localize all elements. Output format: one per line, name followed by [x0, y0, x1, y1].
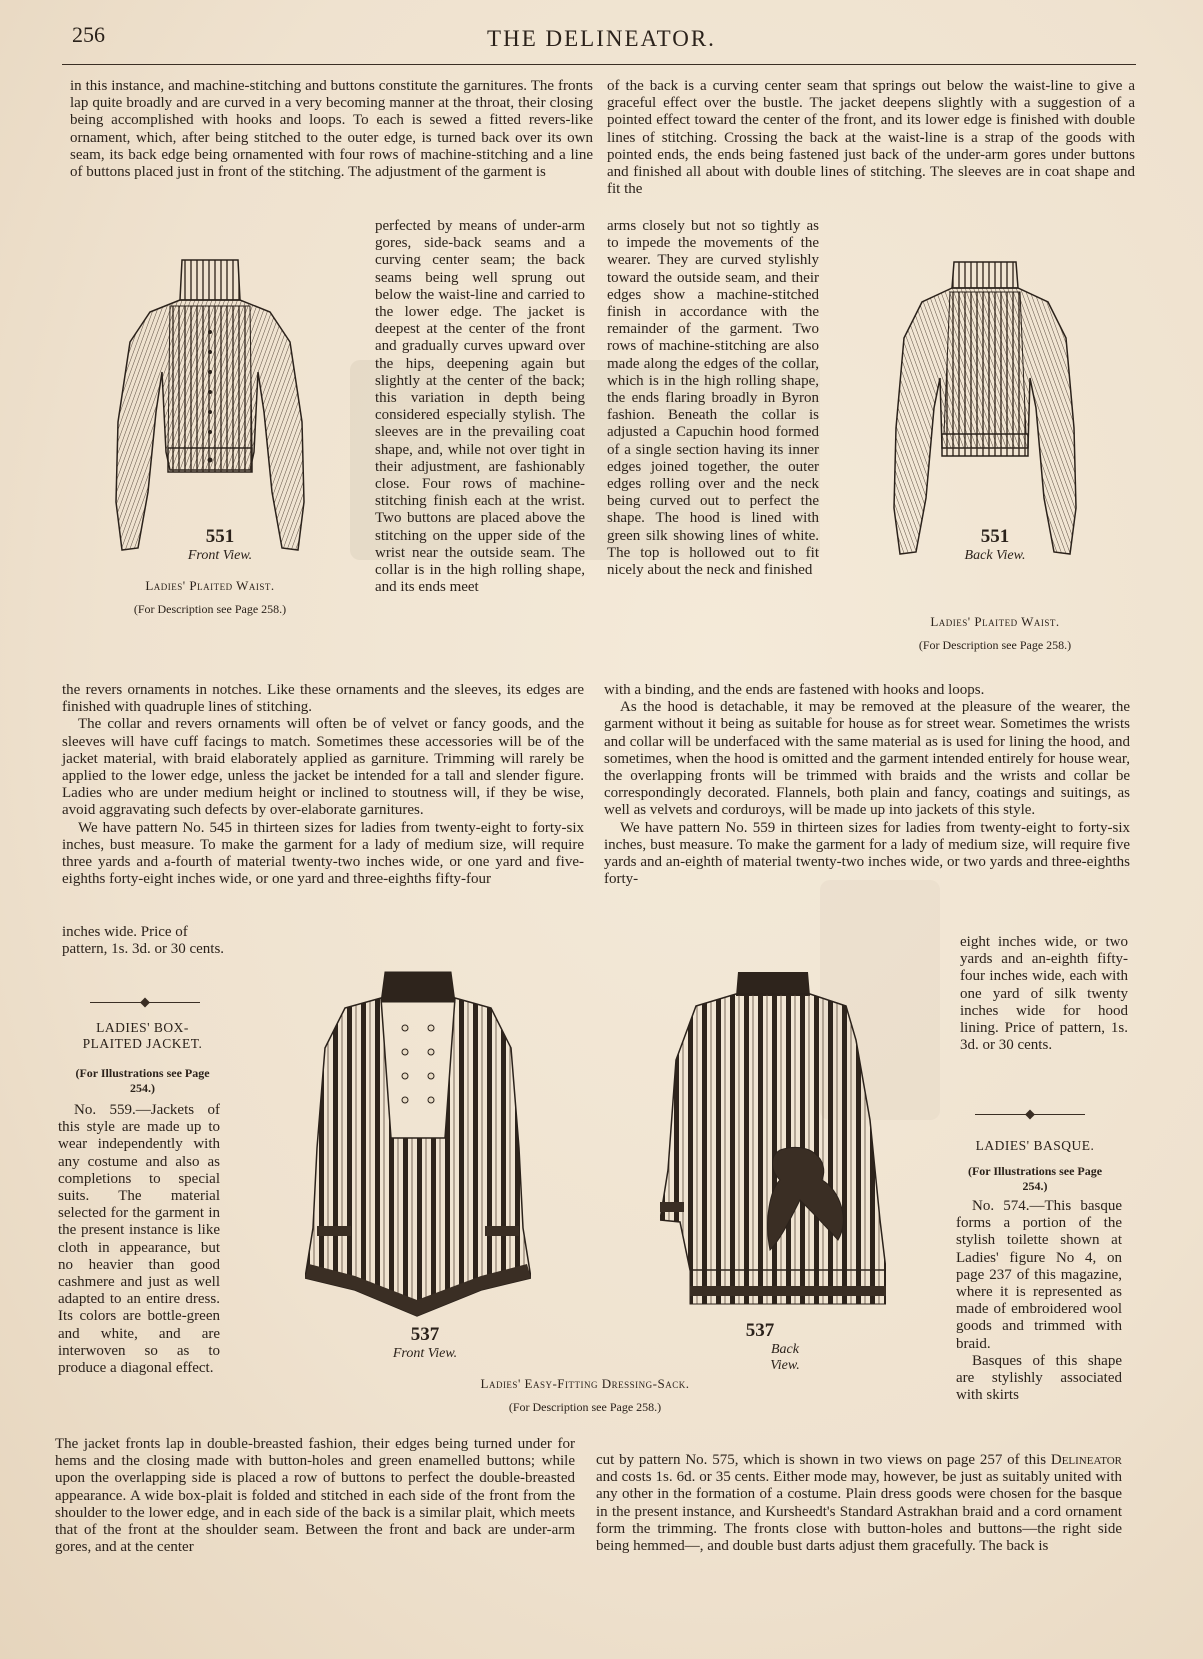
fig537-name: Ladies' Easy-Fitting Dressing-Sack. — [480, 1376, 690, 1391]
header-rule — [62, 64, 1136, 65]
col2-bottom-text: cut by pattern No. 575, which is shown in two views on page 257 of this Delineator and costs 1s. 6d. or 35 cents. Either mode may, however, be just as suitably united with any other in the formation of a costume. Plain dress goods were chosen for the basque in the present instance, and Kursheedt's Standard Astrakhan braid and a cord ornament form the trimming. The fronts close with button-holes and buttons—the right side being hemmed—, and double bust darts adjust them gracefully. The back is — [596, 1452, 1122, 1555]
mid-col-b-text: arms closely but not so tightly as to impede the movements of the wearer. They are curved stylishly toward the outside seam, and their edges show a machine-stitched finish in accordance with the remainder of the garment. Two rows of machine-stitching are also made along the edges of the collar, which is in the high rolling shape, the ends flaring broadly in Byron fashion. Beneath the collar is adjusted a Capuchin hood formed of a single section having its inner edges joined together, the outer edges rolling over and the neck being curved out to perfect the shape. The hood is lined with green silk showing lines of white. The top is hollowed out to fit nicely about the neck and finished — [607, 218, 819, 579]
fig551-back-see: (For Description see Page 258.) — [918, 638, 1072, 652]
figure-number: 537 — [745, 1320, 775, 1341]
paragraph: We have pattern No. 545 in thirteen sizes for ladies from twenty-eight to forty-six inches, bust measure. To make the garment for a lady of medium size, will require three yards and a-fourth of material twenty-two inches wide, or one yard and five-eighths forty-eight inches wide, or one yard and three-eighths fifty-four — [62, 819, 584, 888]
dressing-sack-537-front-illustration — [305, 968, 531, 1318]
page-number: 256 — [72, 22, 105, 47]
basque-see: (For Illustrations see Page 254.) — [967, 1164, 1103, 1193]
figure-view-label: Front View. — [187, 548, 253, 563]
fig551-back-name: Ladies' Plaited Waist. — [930, 614, 1060, 629]
box-plaited-heading: LADIES' BOX- PLAITED JACKET. — [82, 1020, 203, 1051]
paragraph: the revers ornaments in notches. Like these ornaments and the sleeves, its edges are finished with quadruple lines of stitching. — [62, 682, 584, 716]
fig551-back-caption — [915, 526, 1075, 564]
paragraph: with a binding, and the ends are fastened with hooks and loops. — [604, 682, 985, 698]
figure-number: 551 — [205, 526, 235, 547]
figure-view-label: Back View. — [964, 548, 1026, 563]
col1-top-text: in this instance, and machine-stitching and buttons constitute the garnitures. The fronts lap quite broadly and are curved in a very becoming manner at the throat, their closing being accomplished with hooks and loops. To each is sewed a fitted revers-like ornament, which, after being stitched to the outer edge, is turned back over its own seam, its back edge being ornamented with four rows of machine-stitching and a line of buttons placed just in front of the stitching. The adjustment of the garment is — [70, 78, 593, 181]
section-ornament — [975, 1114, 1085, 1115]
figure-view-label: Back View. — [770, 1342, 800, 1373]
col1-mid-text — [62, 682, 584, 888]
paragraph: We have pattern No. 559 in thirteen sizes for ladies from twenty-eight to forty-six inches, bust measure. To make the garment for a lady of medium size, will require five yards and an-eighth of material twenty-two inches wide, or two yards and three-eighths forty- — [604, 819, 1130, 888]
basque-heading: LADIES' BASQUE. — [975, 1138, 1095, 1153]
col2-mid-text — [604, 682, 1130, 888]
basque-text — [956, 1198, 1122, 1404]
fig551-front-see: (For Description see Page 258.) — [133, 602, 287, 616]
page-title: THE DELINEATOR. — [487, 26, 716, 51]
jacket-551-front-illustration — [110, 252, 310, 558]
dressing-sack-537-back-illustration — [660, 970, 886, 1312]
figure-number: 551 — [980, 526, 1010, 547]
section-ornament — [90, 1002, 200, 1003]
paragraph: The collar and revers ornaments will often be of velvet or fancy goods, and the sleeves will have cuff facings to match. Sometimes these accessories will be of the jacket material, with braid elaborately applied as garniture. Trimming will rarely be applied to the lower edge, unless the jacket be intended for a tall and slender figure. Ladies who are under medium height or inclined to stoutness will, if they be wise, avoid aggravating such defects by over-elaborate garnitures. — [62, 716, 584, 819]
box-plaited-see: (For Illustrations see Page 254.) — [75, 1066, 210, 1095]
col2-price-text: eight inches wide, or two yards and an-eighth fifty-four inches wide, each with one yard of silk twenty inches wide for hood lining. Price of pattern, 1s. 3d. or 30 cents. — [960, 934, 1128, 1054]
col1-price-text: inches wide. Price of pattern, 1s. 3d. or 30 cents. — [62, 924, 225, 958]
fig551-front-caption — [140, 526, 300, 564]
paragraph: Basques of this shape are stylishly associated with skirts — [956, 1352, 1122, 1404]
box-plaited-text: No. 559.—Jackets of this style are made up to wear independently with any costume and also as completions to special suits. The material selected for the garment in the present instance is like cloth in appearance, but no heavier than good cashmere and just as well adapted to an entire dress. Its colors are bottle-green and white, and are interwoven so as to produce a diagonal effect. — [58, 1102, 220, 1377]
figure-number: 537 — [410, 1324, 440, 1345]
figure-view-label: Front View. — [392, 1346, 458, 1361]
paragraph: As the hood is detachable, it may be removed at the pleasure of the wearer, the garment without it being as suitable for house as for street wear. Sometimes the wrists and collar will be underfaced with the same material as is used for lining the hood, and sometimes, when the hood is omitted and the garment intended entirely for house wear, the overlapping fronts will be trimmed with braids and the wrists and collar be correspondingly decorated. Flannels, both plain and fancy, coatings and suitings, as well as velvets and corduroys, will be made up into jackets of this style. — [604, 699, 1130, 819]
col2-top-text: of the back is a curving center seam that springs out below the waist-line to give a graceful effect over the bustle. The jacket deepens slightly with a suggestion of a pointed effect toward the center of the front, and its lower edge is finished with double lines of stitching. Crossing the back at the waist-line is a strap of the goods with pointed ends, the ends being fastened just back of the under-arm gores under buttons and finished all about with double lines of stitching. The sleeves are in coat shape and fit the — [607, 78, 1135, 198]
fig551-front-name: Ladies' Plaited Waist. — [145, 578, 275, 593]
jacket-551-back-illustration — [890, 258, 1080, 558]
paragraph: No. 574.—This basque forms a portion of the stylish toilette shown at Ladies' figure No 4, on page 237 of this magazine, where it is represented as made of embroidered wool goods and trimmed with braid. — [956, 1198, 1122, 1352]
fig537-see: (For Description see Page 258.) — [508, 1400, 662, 1414]
fig537-front-caption — [370, 1324, 480, 1362]
fig537-back-caption — [705, 1320, 815, 1374]
col1-bottom-text: The jacket fronts lap in double-breasted fashion, their edges being turned under for hems and the closing made with button-holes and green enamelled buttons; while upon the overlapping side is placed a row of buttons to perfect the double-breasted appearance. A wide box-plait is folded and stitched in each side of the front from the shoulder to the lower edge, and in each side of the back is a similar plait, which meets that of the front at the shoulder seam. Between the front and back are under-arm gores, and at the center — [55, 1436, 575, 1556]
mid-col-a-text: perfected by means of under-arm gores, side-back seams and a curving center seam; the back seams being well sprung out below the waist-line and carried to the lower edge. The jacket is deepest at the center of the front and gradually curves upward over the hips, deepening again but slightly at the center of the back; this variation in depth being considered especially stylish. The sleeves are in the prevailing coat shape, and, while not over tight in their adjustment, are fashionably close. Four rows of machine-stitching finish each at the wrist. Two buttons are placed above the stitching on the upper side of the wrist near the outside seam. The collar is in the high rolling shape, and its ends meet — [375, 218, 585, 596]
